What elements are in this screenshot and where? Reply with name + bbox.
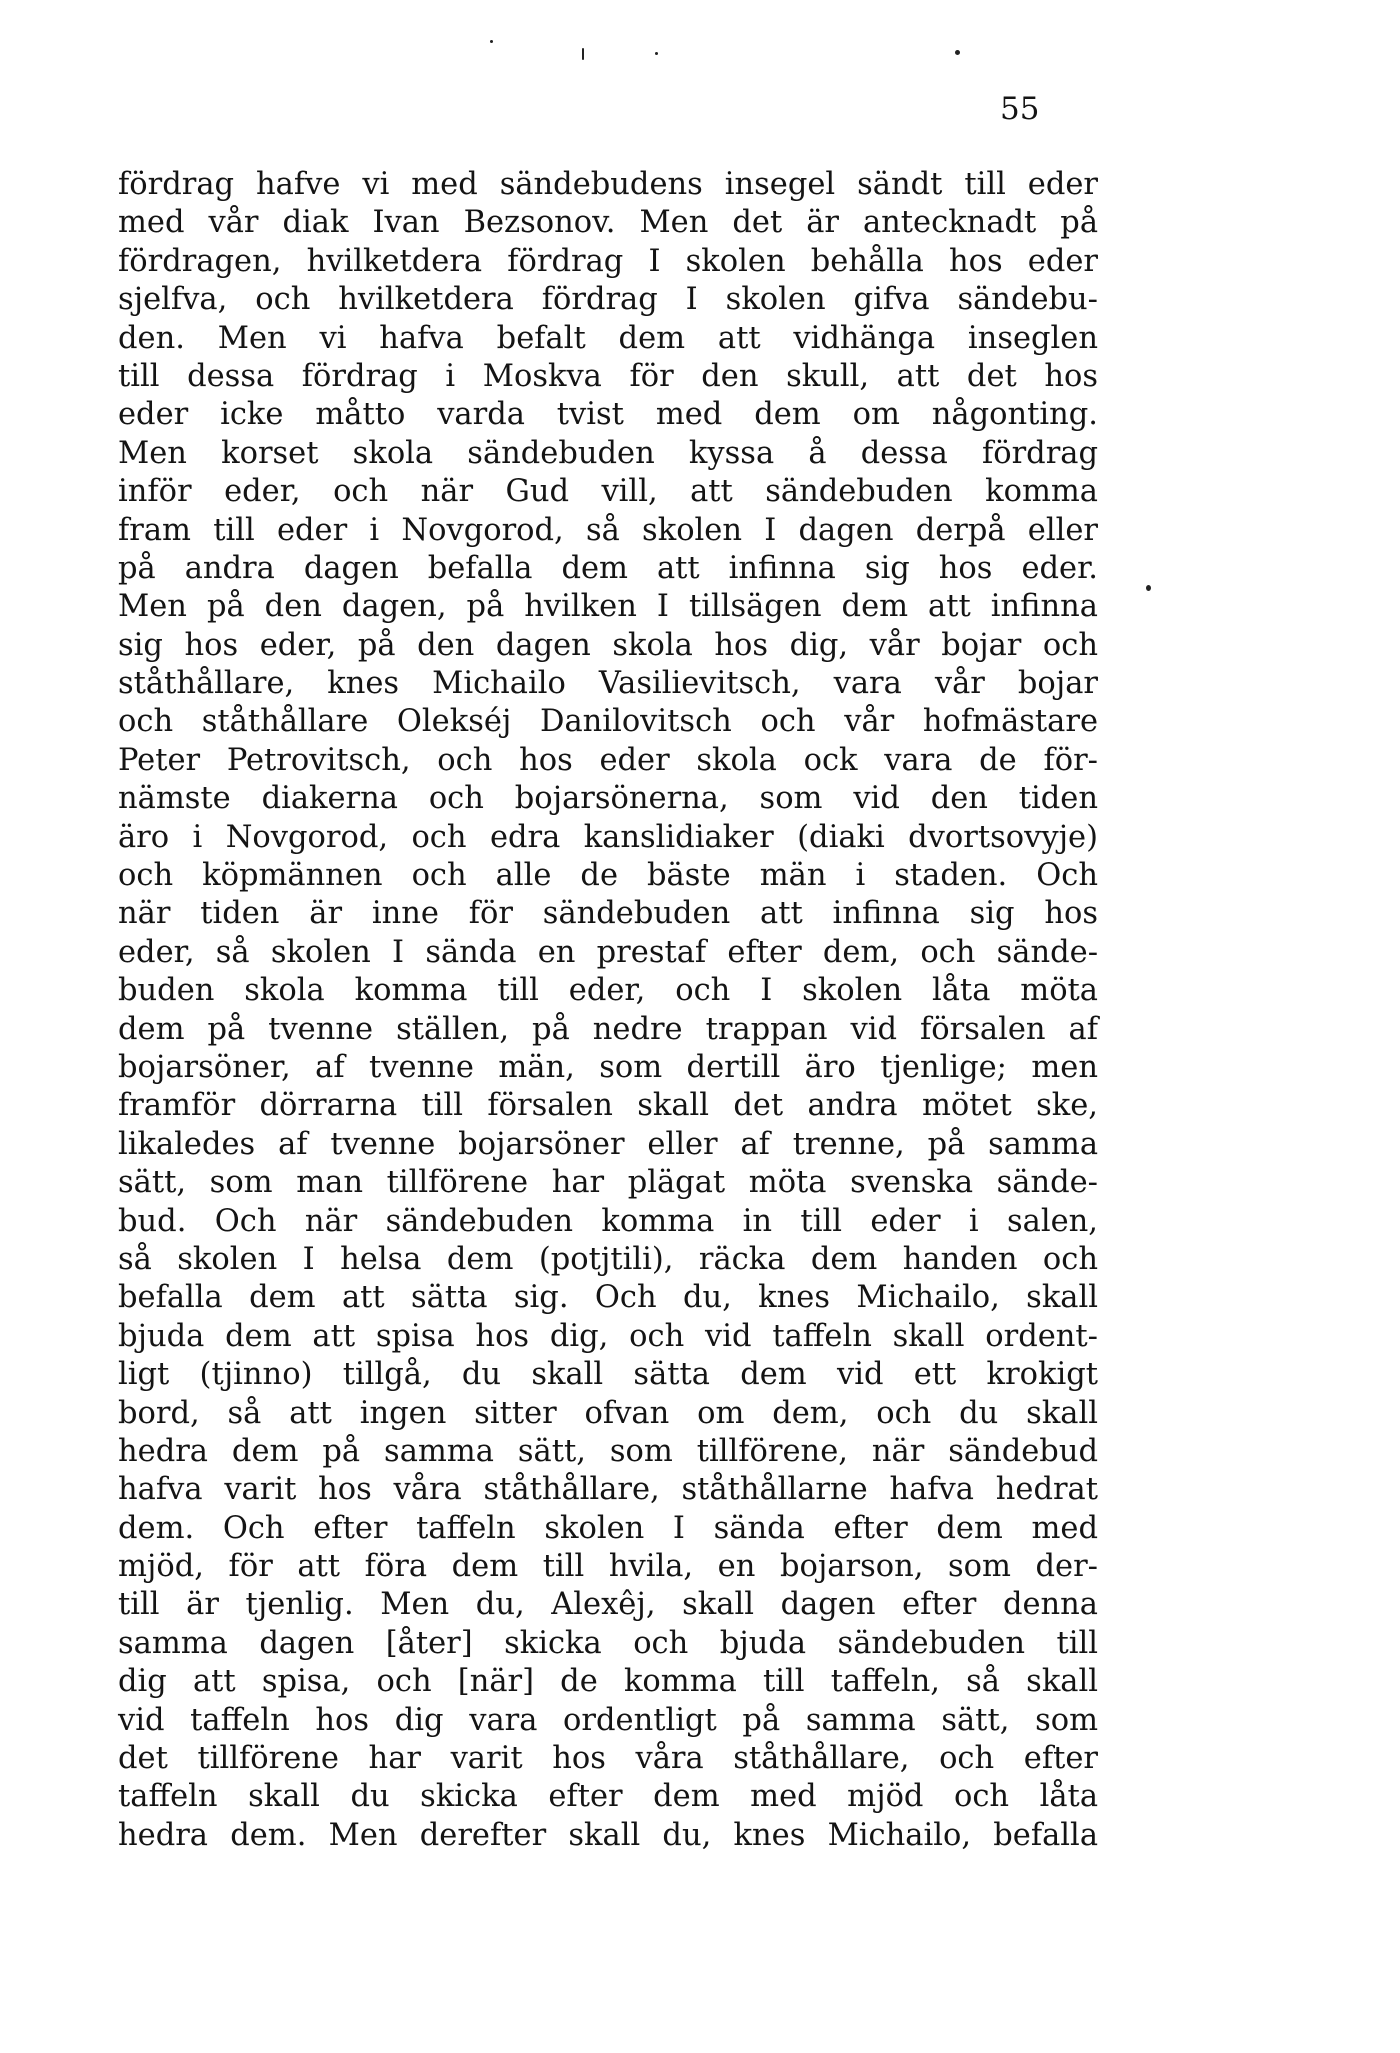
text-line: ståthållare, knes Michailo Vasilievitsch, vara vår bojar [118,666,1098,702]
text-line: dem på tvenne ställen, på nedre trappan vid försalen af [118,1011,1098,1047]
text-line: äro i Novgorod, och edra kanslidiaker (diaki dvortsovyje) [118,819,1098,855]
text-line: fördragen, hvilketdera fördrag I skolen behålla hos eder [118,243,1098,279]
text-line: med vår diak Ivan Bezsonov. Men det är antecknadt på [118,205,1098,241]
text-line: vid taffeln hos dig vara ordentligt på samma sätt, som [118,1702,1098,1738]
text-line: på andra dagen befalla dem att infinna sig hos eder. [118,550,1098,586]
text-line: när tiden är inne för sändebuden att infinna sig hos [118,896,1098,932]
text-line: hedra dem på samma sätt, som tillförene, när sändebud [118,1433,1098,1469]
text-line: och köpmännen och alle de bäste män i staden. Och [118,858,1098,894]
scan-speck [655,52,658,55]
text-line: Peter Petrovitsch, och hos eder skola ock vara de för- [118,742,1098,778]
text-line: fördrag hafve vi med sändebudens insegel sändt till eder [118,167,1098,202]
scan-speck [490,40,493,43]
text-line: så skolen I helsa dem (potjtili), räcka dem handen och [118,1241,1098,1277]
text-line: eder icke måtto varda tvist med dem om någonting. [118,397,1098,433]
text-line: sjelfva, och hvilketdera fördrag I skolen gifva sändebu- [118,282,1098,318]
text-line: inför eder, och när Gud vill, att sändebuden komma [118,474,1098,510]
text-line: till dessa fördrag i Moskva för den skull, att det hos [118,358,1098,394]
text-line: sätt, som man tillförene har plägat möta svenska sände- [118,1165,1098,1201]
text-line: framför dörrarna till försalen skall det andra mötet ske, [118,1088,1098,1124]
body-text [118,166,1098,1855]
text-line: mjöd, för att föra dem till hvila, en bojarson, som der- [118,1549,1098,1585]
text-line: till är tjenlig. Men du, Alexêj, skall dagen efter denna [118,1587,1098,1623]
text-line: Men korset skola sändebuden kyssa å dessa fördrag [118,435,1098,471]
text-line: den. Men vi hafva befalt dem att vidhänga inseglen [118,320,1098,356]
text-line: ligt (tjinno) tillgå, du skall sätta dem vid ett krokigt [118,1357,1098,1393]
text-line: dig att spisa, och [när] de komma till taffeln, så skall [118,1664,1098,1700]
text-line: samma dagen [åter] skicka och bjuda sändebuden till [118,1625,1098,1661]
text-line: sig hos eder, på den dagen skola hos dig, vår bojar och [118,627,1098,663]
text-line: bud. Och när sändebuden komma in till eder i salen, [118,1203,1098,1239]
text-line: och ståthållare Olekséj Danilovitsch och vår hofmästare [118,704,1098,740]
text-line: Men på den dagen, på hvilken I tillsägen dem att infinna [118,589,1098,625]
page-number: 55 [1000,91,1040,127]
scan-speck [955,50,960,55]
text-line: fram till eder i Novgorod, så skolen I dagen derpå eller [118,512,1098,548]
text-line: buden skola komma till eder, och I skolen låta möta [118,973,1098,1009]
text-line: likaledes af tvenne bojarsöner eller af trenne, på samma [118,1126,1098,1162]
scan-speck [1146,585,1151,591]
scan-speck [582,48,584,60]
text-line: bord, så att ingen sitter ofvan om dem, och du skall [118,1395,1098,1431]
text-line: dem. Och efter taffeln skolen I sända efter dem med [118,1510,1098,1546]
text-line: eder, så skolen I sända en prestaf efter dem, och sände- [118,934,1098,970]
text-line: hafva varit hos våra ståthållare, ståthållarne hafva hedrat [118,1472,1098,1508]
text-line: nämste diakerna och bojarsönerna, som vid den tiden [118,781,1098,817]
text-line: taffeln skall du skicka efter dem med mjöd och låta [118,1779,1098,1815]
text-line: hedra dem. Men derefter skall du, knes Michailo, befalla [118,1817,1098,1853]
text-line: bojarsöner, af tvenne män, som dertill äro tjenlige; men [118,1049,1098,1085]
text-line: befalla dem att sätta sig. Och du, knes Michailo, skall [118,1280,1098,1316]
text-line: bjuda dem att spisa hos dig, och vid taffeln skall ordent- [118,1318,1098,1354]
text-line: det tillförene har varit hos våra ståthållare, och efter [118,1741,1098,1777]
